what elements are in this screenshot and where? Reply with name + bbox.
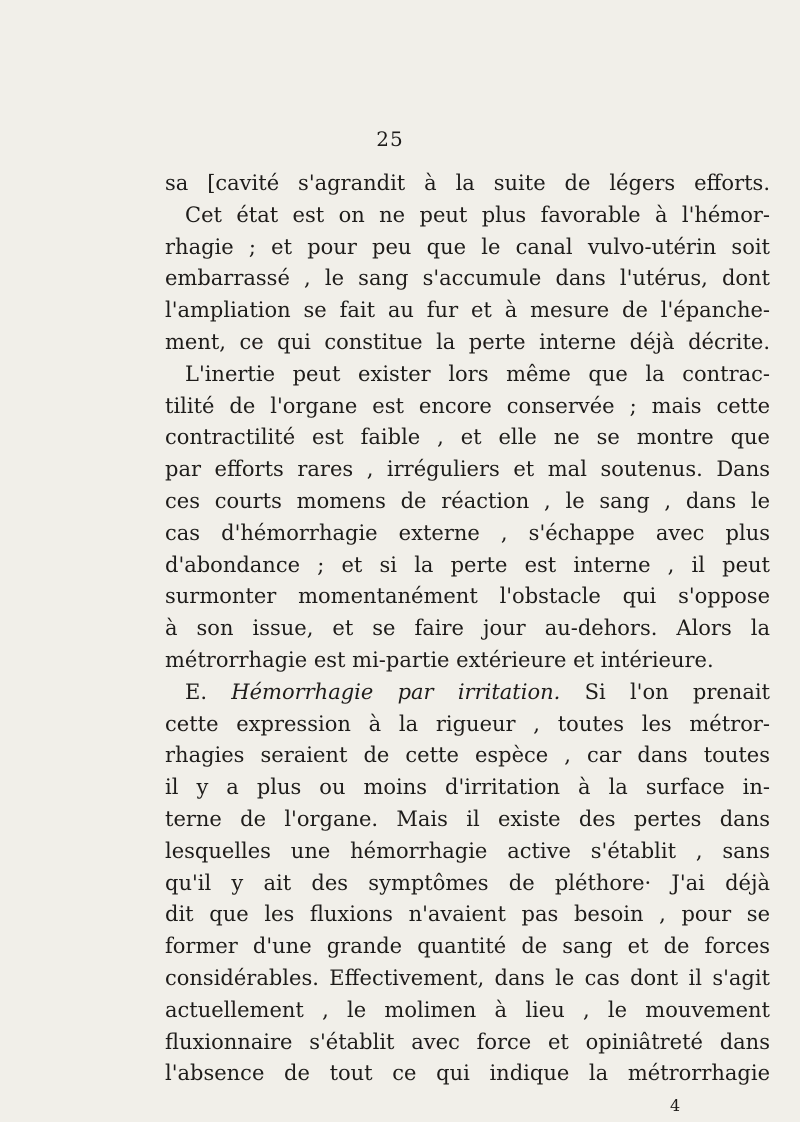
text-line: terne de l'organe. Mais il existe des pertes dans <box>165 806 770 831</box>
text-line: il y a plus ou moins d'irritation à la surface in- <box>165 775 770 800</box>
text-line: l'absence de tout ce qui indique la métrorrhagie <box>165 1061 770 1086</box>
text-line: sa [cavité s'agrandit à la suite de légers efforts. <box>165 171 770 195</box>
text-line: tilité de l'organe est encore conservée ; mais cette <box>165 393 770 418</box>
body-text <box>165 168 770 1122</box>
text-line: ment, ce qui constitue la perte interne déjà décrite. <box>165 329 770 354</box>
text-line: qu'il y ait des symptômes de pléthore· J'ai déjà <box>165 870 770 895</box>
text-line: d'abondance ; et si la perte est interne , il peut <box>165 552 770 577</box>
signature-mark: 4 <box>670 1096 681 1116</box>
text-line: contractilité est faible , et elle ne se montre que <box>165 425 770 450</box>
text-line: Cet état est on ne peut plus favorable à l'hémor- <box>185 202 770 227</box>
text-line: cette expression à la rigueur , toutes les métror- <box>165 711 770 736</box>
text-line: cas d'hémorrhagie externe , s'échappe avec plus <box>165 520 770 545</box>
text-line: considérables. Effectivement, dans le cas dont il s'agit <box>165 965 770 990</box>
text-line: former d'une grande quantité de sang et de forces <box>165 934 770 959</box>
text-line: embarrassé , le sang s'accumule dans l'utérus, dont <box>165 266 770 291</box>
section-title: Hémorrhagie par irritation. <box>231 679 561 704</box>
text-line: dit que les fluxions n'avaient pas besoin , pour se <box>165 902 770 927</box>
page-number: 25 <box>376 127 404 151</box>
text-line: ces courts momens de réaction , le sang , dans le <box>165 488 770 513</box>
text-line: surmonter momentanément l'obstacle qui s'oppose <box>165 584 770 609</box>
text-line: métrorrhagie est mi-partie extérieure et intérieure. <box>165 647 714 672</box>
text-line: l'ampliation se fait au fur et à mesure de l'épanche- <box>165 298 770 323</box>
text-line: actuellement , le molimen à lieu , le mouvement <box>165 997 770 1022</box>
section-label: E. <box>185 679 208 704</box>
text-line: fluxionnaire s'établit avec force et opiniâtreté dans <box>165 1029 770 1054</box>
text-line: à son issue, et se faire jour au-dehors. Alors la <box>165 616 770 641</box>
text-line: L'inertie peut exister lors même que la contrac- <box>185 361 770 386</box>
text-line: rhagies seraient de cette espèce , car dans toutes <box>165 743 770 768</box>
text-fragment: Si l'on prenait <box>584 679 770 704</box>
text-line: par efforts rares , irréguliers et mal soutenus. Dans <box>165 457 770 482</box>
text-line: lesquelles une hémorrhagie active s'établit , sans <box>165 838 770 863</box>
section-heading-line <box>165 677 770 709</box>
text-line: rhagie ; et pour peu que le canal vulvo-utérin soit <box>165 234 770 259</box>
